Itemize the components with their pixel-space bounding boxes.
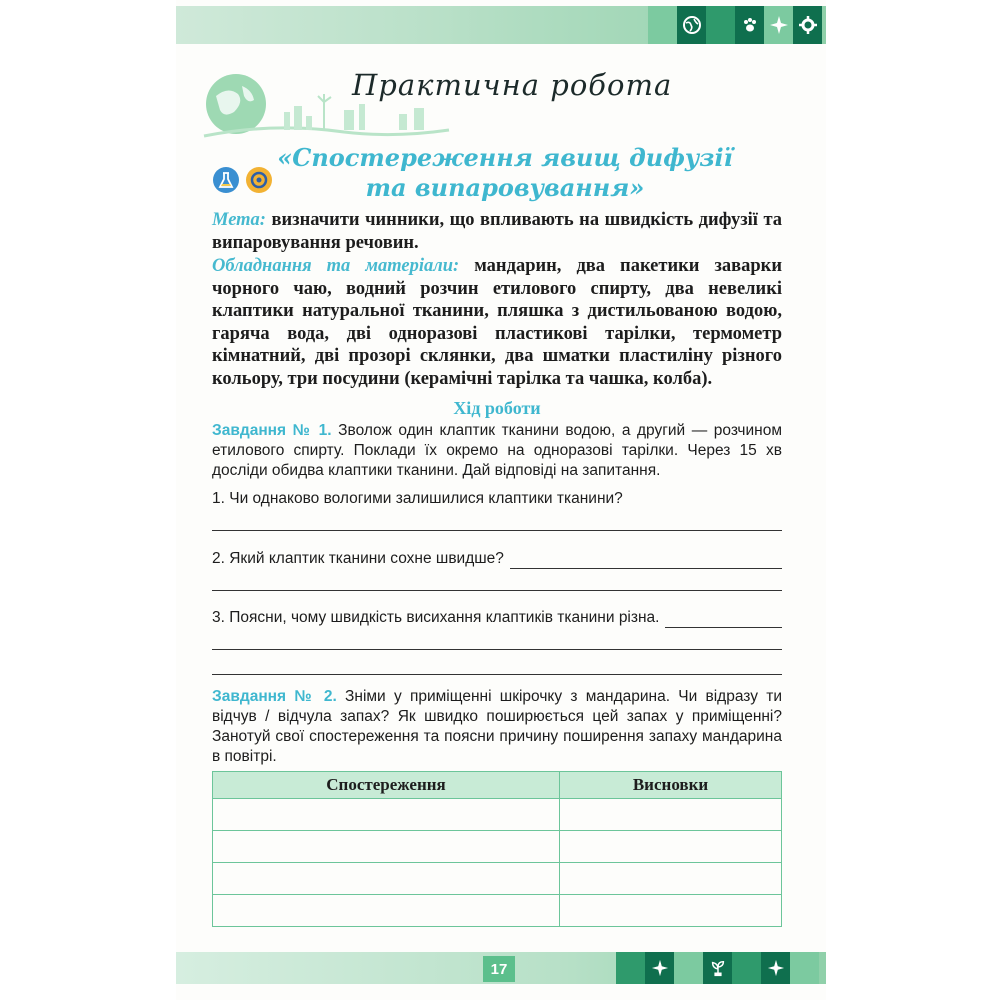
- sparkle-icon: [764, 6, 793, 44]
- task1-text: Зволож один клаптик тканини водою, а другий — розчином етилового спирту. Поклади їх окремо на одноразові тарілки. Через 15 хв досліди обидва клаптики тканини. Дай відповіді на запитання.: [212, 422, 783, 479]
- task2-text: Зніми у приміщенні шкірочку з мандарина. Чи відразу ти відчув / відчула запах? Як швидко поширюється цей запах у приміщенні? Занотуй свої спостереження та поясни причину поширення запаху мандарина в повітрі.: [212, 688, 782, 765]
- task2-label: Завдання № 2.: [212, 688, 337, 705]
- answer-line[interactable]: [212, 674, 782, 675]
- table-row: [213, 863, 782, 895]
- atom-gear-icon: [246, 167, 272, 193]
- flask-icon: [213, 167, 239, 193]
- column-header-conclusions: Висновки: [560, 772, 782, 799]
- goal-paragraph: [212, 209, 782, 254]
- footer-tiles: [616, 952, 826, 984]
- answer-line[interactable]: [665, 613, 782, 628]
- sparkle-icon: [761, 952, 790, 984]
- question-3: 3. Поясни, чому швидкість висихання клаптиків тканини різна.: [212, 608, 782, 628]
- table-cell[interactable]: [560, 799, 782, 831]
- table-cell[interactable]: [213, 831, 560, 863]
- table-row: [213, 831, 782, 863]
- table-cell[interactable]: [560, 895, 782, 927]
- column-header-observations: Спостереження: [213, 772, 560, 799]
- plant-icon: [703, 952, 732, 984]
- paw-icon: [735, 6, 764, 44]
- table-row: [213, 895, 782, 927]
- task1-paragraph: [212, 421, 782, 481]
- page-number: 17: [483, 956, 515, 982]
- gear-icon: [793, 6, 822, 44]
- table-cell[interactable]: [213, 895, 560, 927]
- equipment-paragraph: [212, 255, 782, 390]
- goal-text: визначити чинники, що впливають на швидкість дифузії та випаровування речовин.: [212, 210, 783, 253]
- table-cell[interactable]: [560, 863, 782, 895]
- observations-table: [212, 771, 782, 927]
- equipment-label: Обладнання та матеріали:: [212, 256, 460, 276]
- sparkle-icon: [645, 952, 674, 984]
- goal-label: Мета:: [212, 210, 266, 230]
- table-cell[interactable]: [213, 799, 560, 831]
- task1-label: Завдання № 1.: [212, 422, 332, 439]
- answer-line[interactable]: [212, 590, 782, 591]
- table-cell[interactable]: [560, 831, 782, 863]
- answer-line[interactable]: [212, 649, 782, 650]
- page-subtitle: «Спостереження явищ дифузії та випаровування»: [277, 143, 733, 202]
- table-cell[interactable]: [213, 863, 560, 895]
- page-title: Практична робота: [352, 68, 673, 102]
- equipment-text: мандарин, два пакетики заварки чорного чаю, водний розчин етилового спирту, два невеликі клаптики натуральної тканини, пляшка з дистильованою водою, гаряча вода, дві одноразові пластикові тарілки, термометр кімнатний, дві прозорі склянки, два шматки пластиліну різного кольору, три посудини (керамічні тарілка та чашка, колба).: [212, 256, 782, 389]
- header-tiles: [648, 6, 826, 44]
- answer-line[interactable]: [212, 530, 782, 531]
- answer-line[interactable]: [510, 554, 782, 569]
- task2-paragraph: [212, 687, 782, 767]
- procedure-heading: Хід роботи: [453, 398, 541, 418]
- question-2: 2. Який клаптик тканини сохне швидше?: [212, 549, 782, 569]
- table-row: [213, 799, 782, 831]
- table-header-row: [213, 772, 782, 799]
- globe-icon: [677, 6, 706, 44]
- question-1: 1. Чи однаково вологими залишилися клаптики тканини?: [212, 490, 623, 507]
